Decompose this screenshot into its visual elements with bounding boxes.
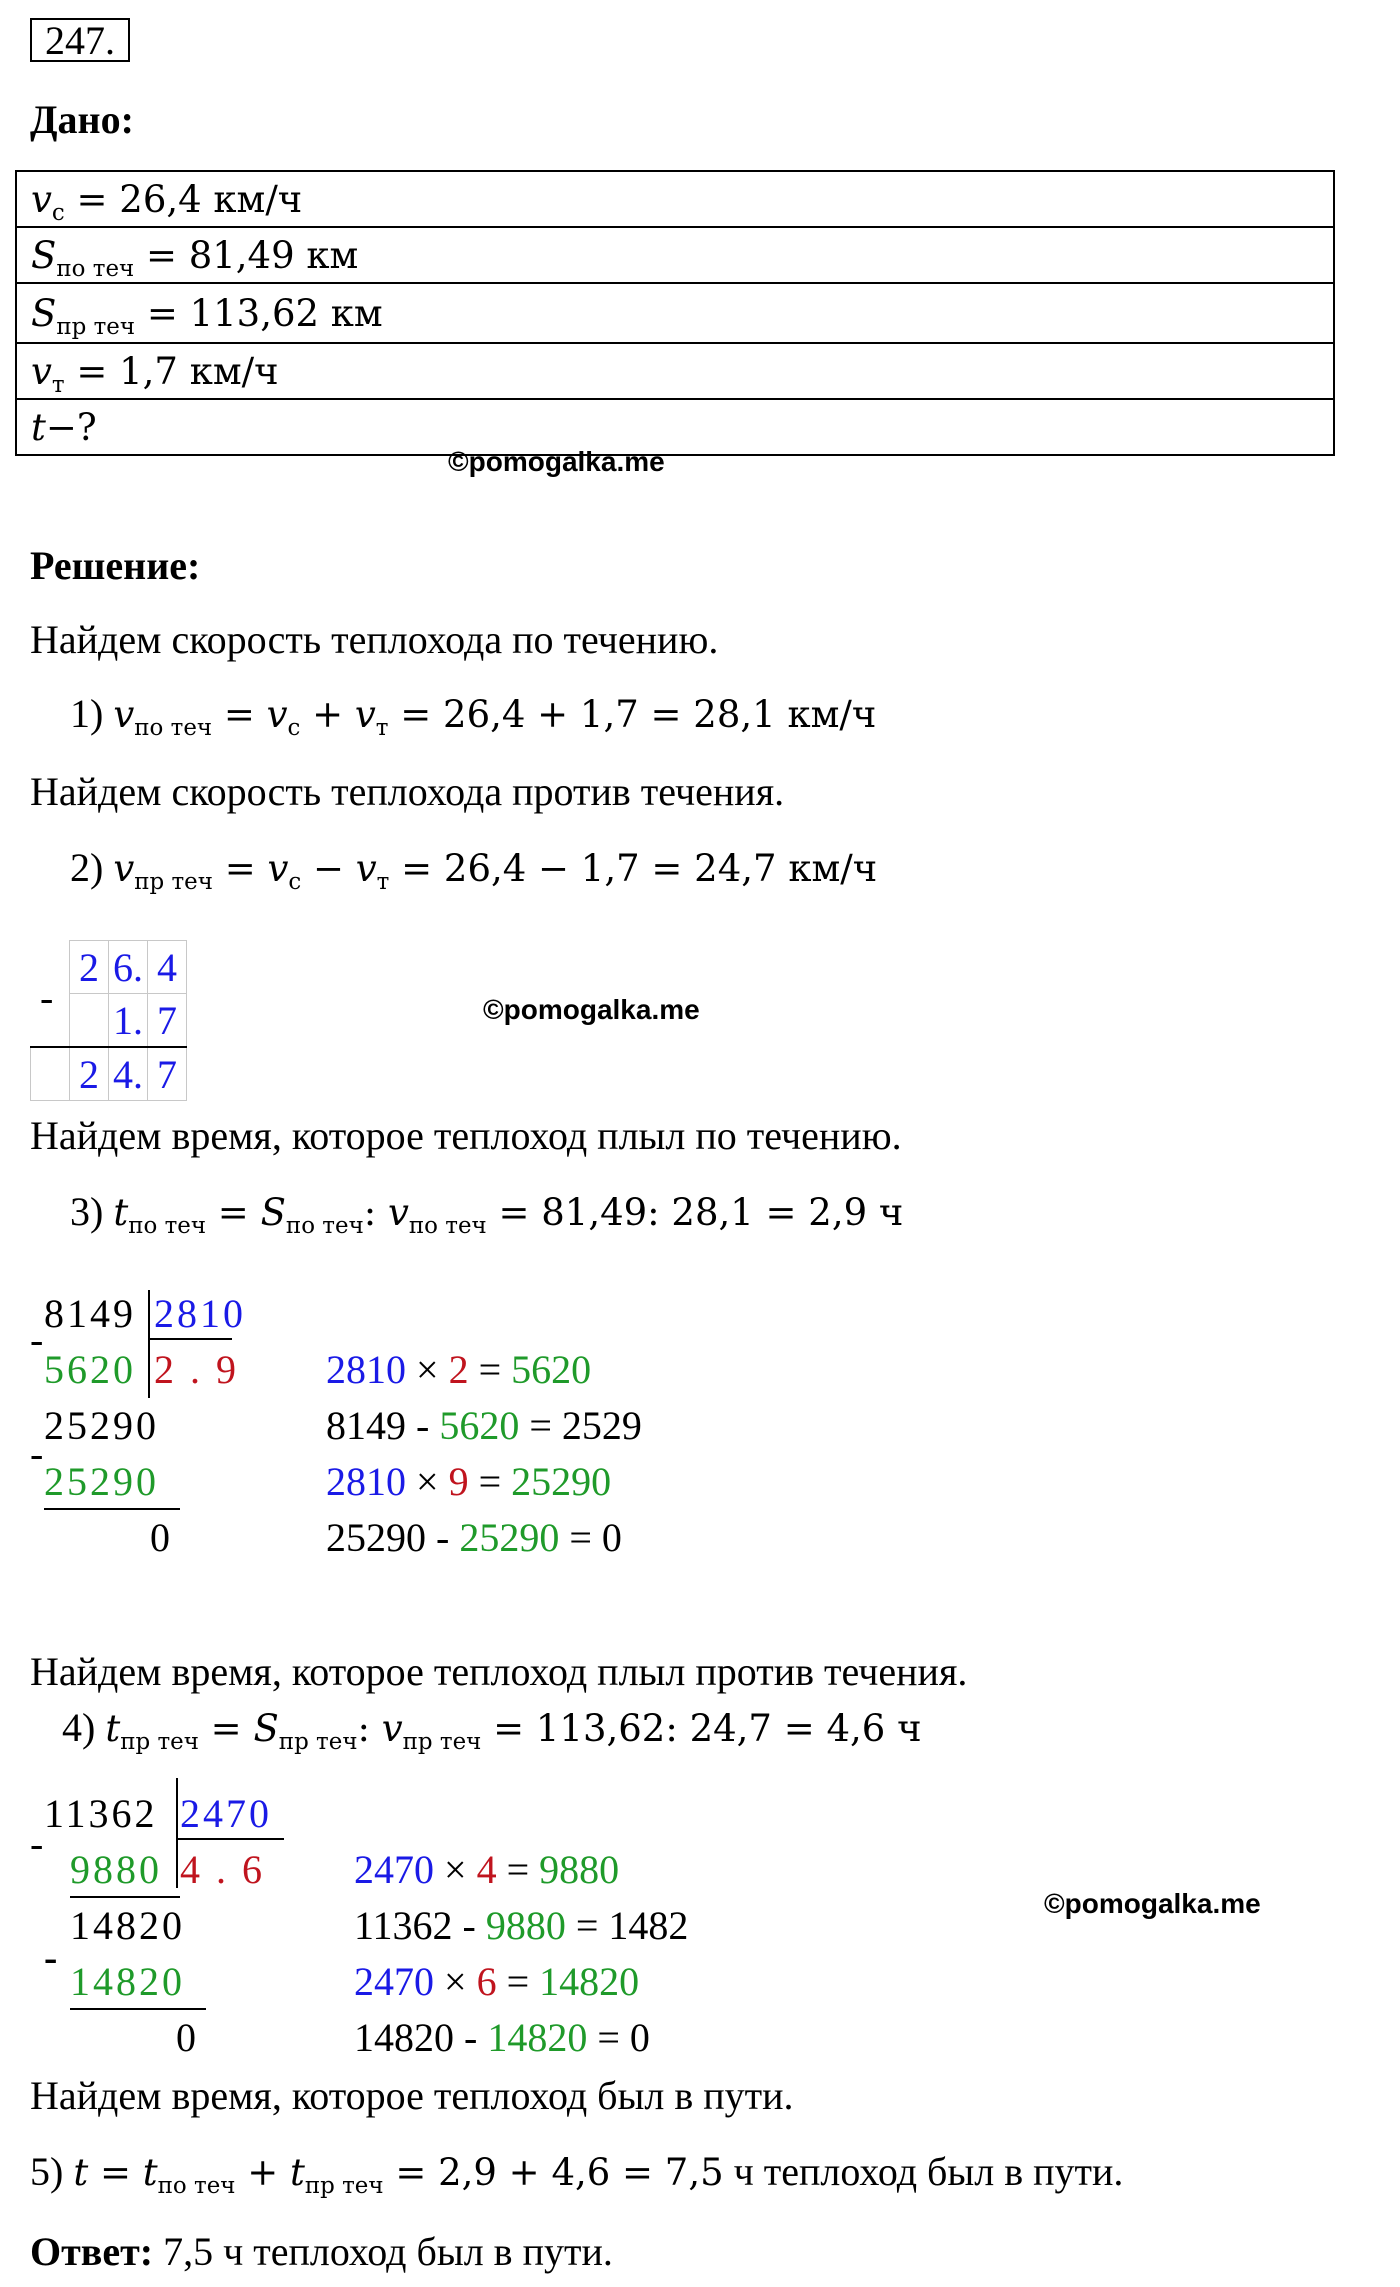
division2-rem2: 0 xyxy=(176,2015,199,2060)
given-row: $v_с = 26,4$ км/ч xyxy=(16,171,1334,227)
division2-rem1: 14820 xyxy=(70,1903,185,1948)
division2-sub1: 9880 xyxy=(70,1847,162,1892)
given-row: $S_{по теч} = 81,49$ км xyxy=(16,227,1334,283)
division-bracket xyxy=(176,1838,284,1840)
division1-divisor: 2810 xyxy=(154,1291,246,1336)
solution-heading: Решение: xyxy=(30,543,201,588)
problem-number: 247. xyxy=(30,18,130,62)
division2-check: 2470 × 6 = 14820 xyxy=(354,1959,640,2004)
step5-equation: 5) $t = t_{по теч} + t_{пр теч} = 2,9 + 4,6 = 7,5$ ч теплоход был в пути. xyxy=(30,2149,1124,2200)
division2-quotient: 4 . 6 xyxy=(180,1847,265,1892)
minus-sign: - xyxy=(44,1935,58,1980)
given-table xyxy=(15,170,1335,456)
division2-dividend: 11362 xyxy=(44,1791,158,1836)
minus-sign: - xyxy=(30,1317,44,1362)
division1-check: 8149 - 5620 = 2529 xyxy=(326,1403,642,1448)
grid-row: 1. 7 xyxy=(31,994,187,1048)
division-underline xyxy=(44,1508,180,1510)
division2-check: 2470 × 4 = 9880 xyxy=(354,1847,620,1892)
division-bracket xyxy=(148,1290,150,1398)
step2-equation: 2) $v_{пр теч} = v_с - v_т = 26,4 - 1,7 = 24,7$ км/ч xyxy=(70,845,878,896)
given-row: $S_{пр теч} = 113,62$ км xyxy=(16,283,1334,343)
watermark: ©pomogalka.me xyxy=(483,994,700,1025)
division2-check: 11362 - 9880 = 1482 xyxy=(354,1903,689,1948)
step4-text: Найдем время, которое теплоход плыл против течения. xyxy=(30,1649,968,1694)
division1-sub1: 5620 xyxy=(44,1347,136,1392)
grid-row: 2 4. 7 xyxy=(31,1047,187,1101)
division1-check: 2810 × 9 = 25290 xyxy=(326,1459,612,1504)
minus-sign: - xyxy=(30,1821,44,1866)
division1-dividend: 8149 xyxy=(44,1291,136,1336)
step3-equation: 3) $t_{по теч} = S_{по теч}$: $v_{по теч} = 81,49$: 28,1 = 2,9 ч xyxy=(70,1189,904,1240)
step1-equation: 1) $v_{по теч} = v_с + v_т = 26,4 + 1,7 = 28,1$ км/ч xyxy=(70,691,877,742)
division-underline xyxy=(70,2008,206,2010)
given-row: t−? xyxy=(16,399,1334,455)
step3-text: Найдем время, которое теплоход плыл по течению. xyxy=(30,1113,902,1158)
grid-row: 2 6. 4 xyxy=(31,941,187,994)
division1-rem1: 25290 xyxy=(44,1403,159,1448)
division-underline xyxy=(70,1896,180,1898)
step5-text: Найдем время, которое теплоход был в пути. xyxy=(30,2073,794,2118)
division2-check: 14820 - 14820 = 0 xyxy=(354,2015,650,2060)
step1-text: Найдем скорость теплохода по течению. xyxy=(30,617,719,662)
minus-sign: - xyxy=(30,1431,44,1476)
minus-sign: - xyxy=(40,975,54,1020)
given-heading: Дано: xyxy=(30,97,134,142)
watermark: ©pomogalka.me xyxy=(448,446,665,477)
division1-check: 25290 - 25290 = 0 xyxy=(326,1515,622,1560)
division1-quotient: 2 . 9 xyxy=(154,1347,239,1392)
division1-check: 2810 × 2 = 5620 xyxy=(326,1347,592,1392)
watermark: ©pomogalka.me xyxy=(1044,1888,1261,1919)
step2-text: Найдем скорость теплохода против течения. xyxy=(30,769,785,814)
step4-equation: 4) $t_{пр теч} = S_{пр теч}$: $v_{пр теч} = 113,62$: 24,7 = 4,6 ч xyxy=(62,1705,922,1756)
subtraction-grid xyxy=(30,940,187,1101)
answer: Ответ: 7,5 ч теплоход был в пути. xyxy=(30,2229,613,2274)
division1-rem2: 0 xyxy=(150,1515,173,1560)
division2-divisor: 2470 xyxy=(180,1791,272,1836)
division2-sub2: 14820 xyxy=(70,1959,185,2004)
division1-sub2: 25290 xyxy=(44,1459,159,1504)
given-row: $v_т = 1,7$ км/ч xyxy=(16,343,1334,399)
division-bracket xyxy=(176,1778,178,1888)
division-bracket xyxy=(148,1338,232,1340)
